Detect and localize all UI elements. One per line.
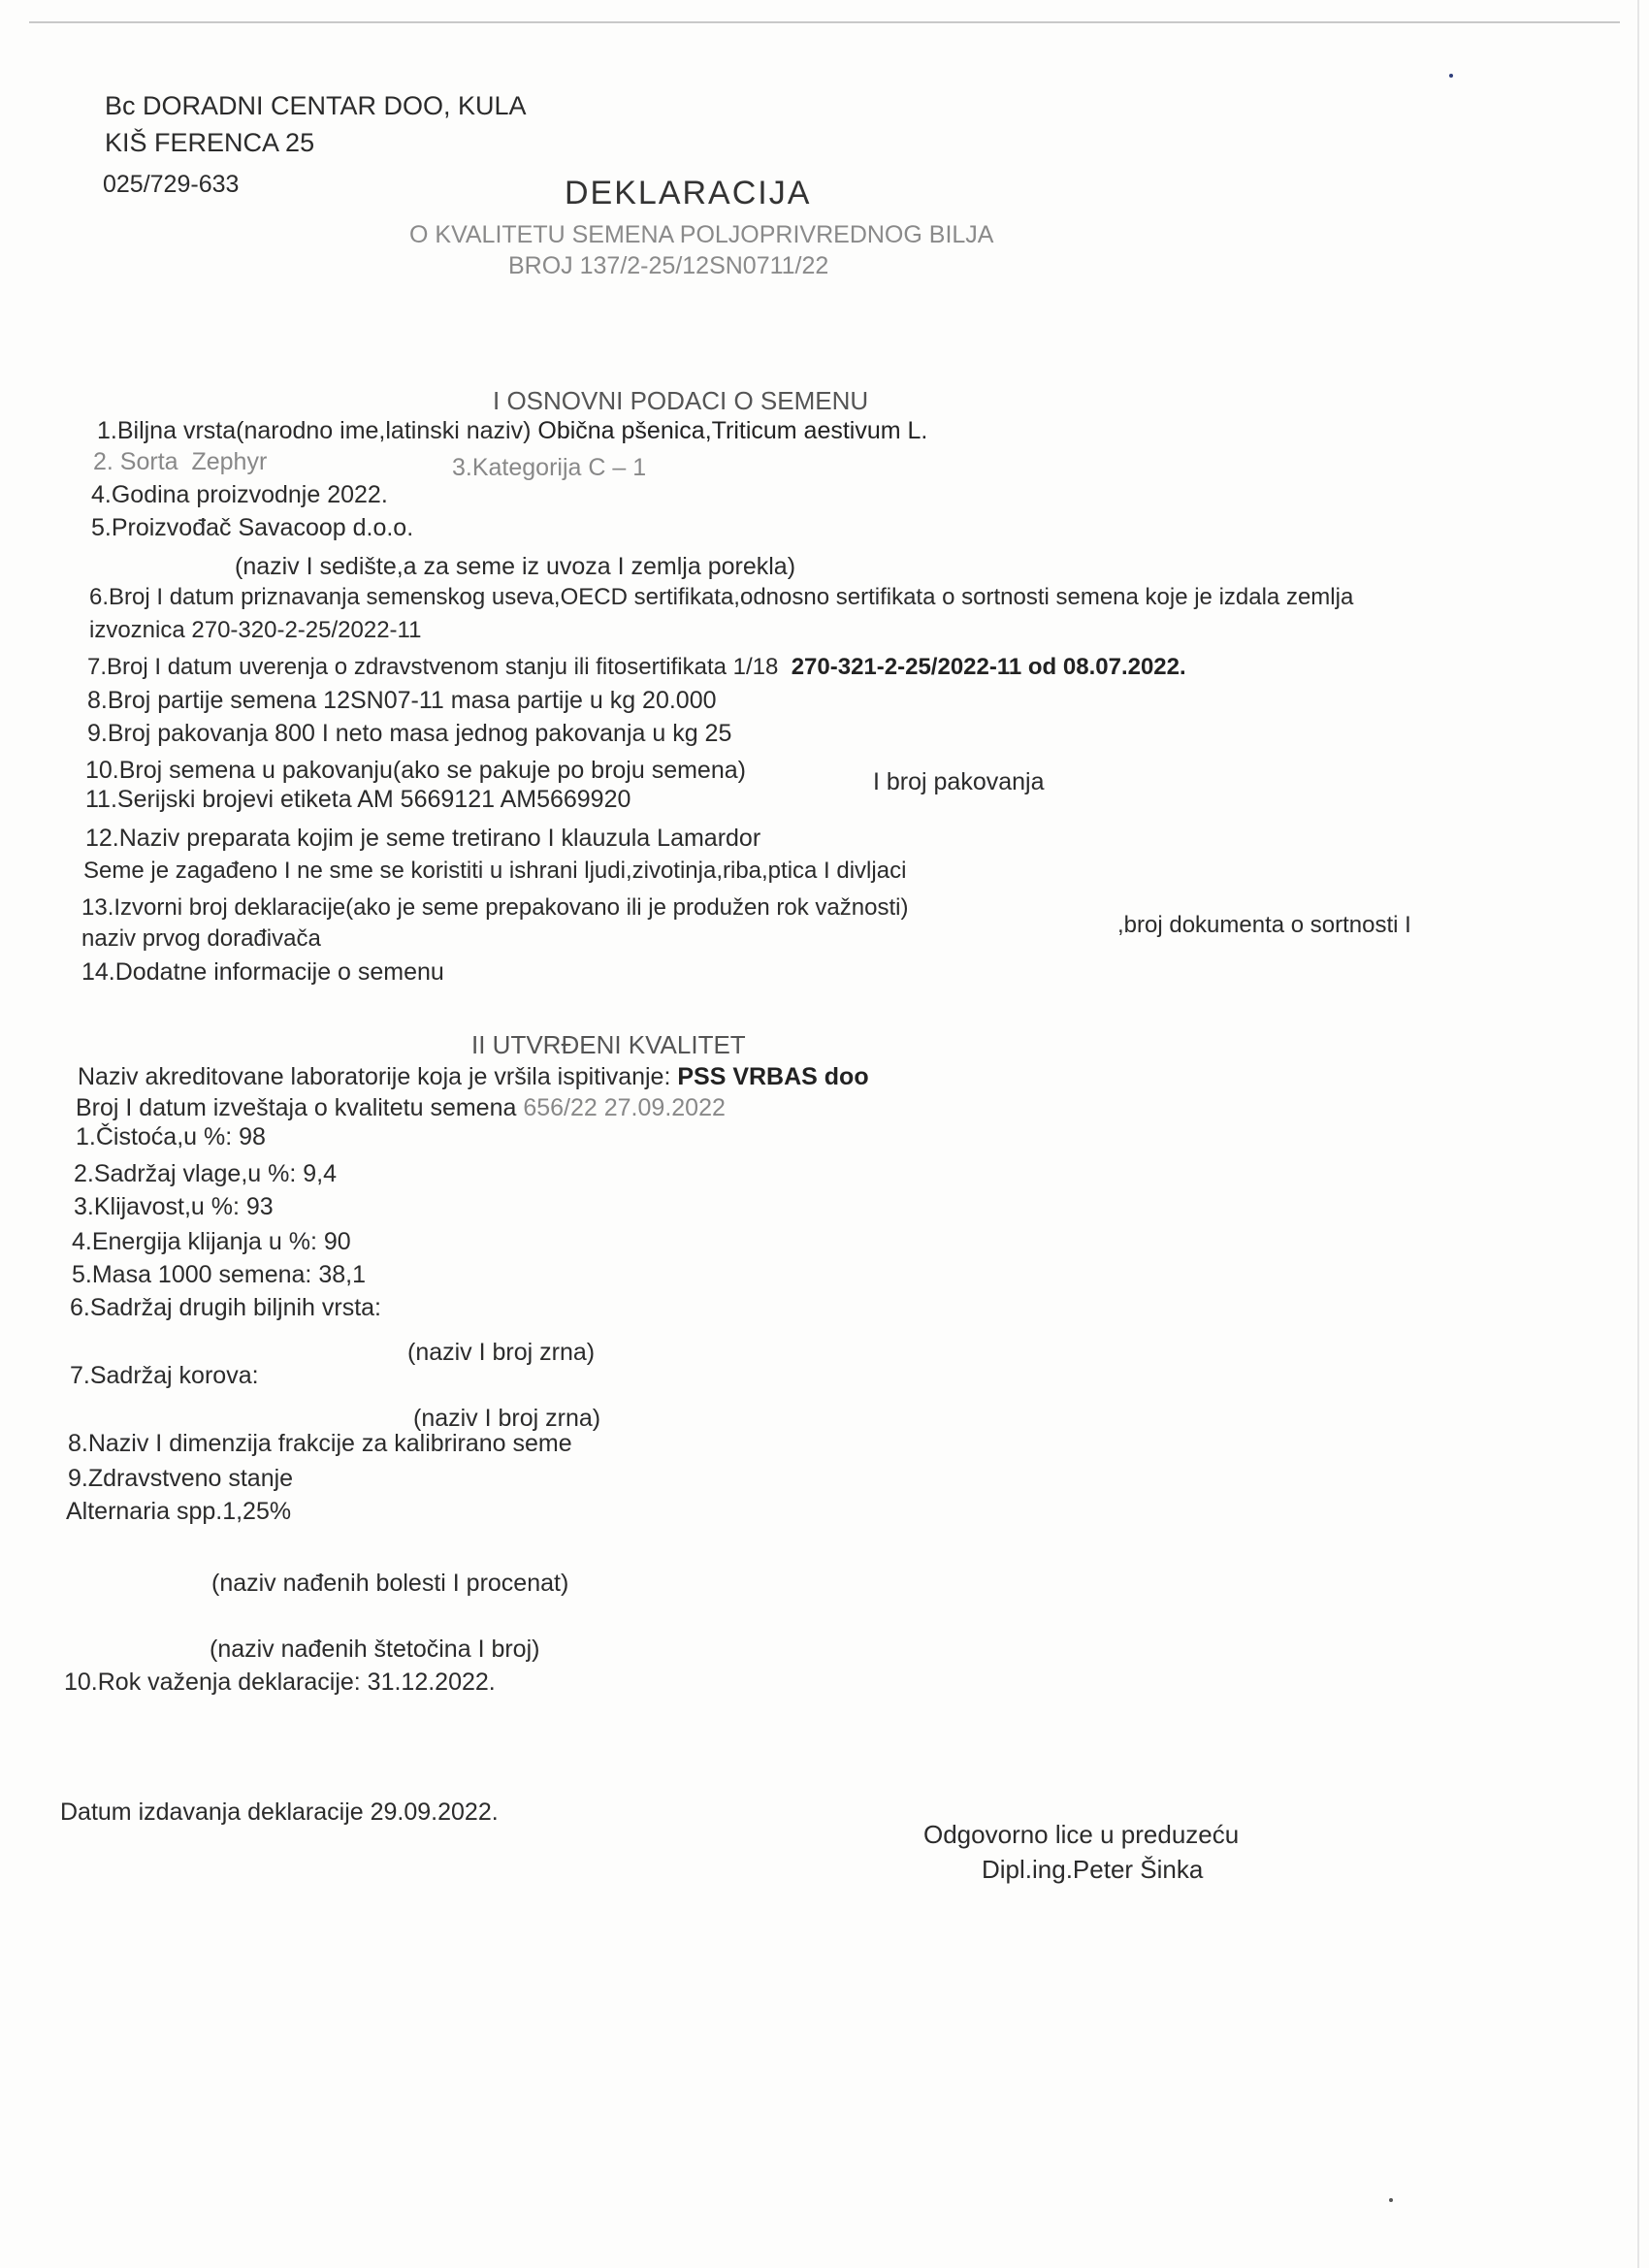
scan-speck bbox=[1389, 2198, 1393, 2202]
line-10: 10.Broj semena u pakovanju(ako se pakuje po broju semena) bbox=[85, 757, 746, 784]
lab-value: PSS VRBAS doo bbox=[677, 1063, 869, 1090]
quality-9-value: Alternaria spp.1,25% bbox=[66, 1498, 292, 1525]
quality-3: 3.Klijavost,u %: 93 bbox=[74, 1193, 274, 1220]
line-13-right: ,broj dokumenta o sortnosti I bbox=[1117, 912, 1411, 938]
quality-4: 4.Energija klijanja u %: 90 bbox=[72, 1228, 351, 1255]
line-14: 14.Dodatne informacije o semenu bbox=[81, 958, 444, 986]
line-1 bbox=[97, 419, 927, 443]
line-2-value: Zephyr bbox=[191, 448, 268, 475]
issue-date: Datum izdavanja deklaracije 29.09.2022. bbox=[60, 1798, 499, 1826]
section2-heading: II UTVRĐENI KVALITET bbox=[471, 1030, 746, 1059]
lab-label: Naziv akreditovane laboratorije koja je vršila ispitivanje: bbox=[78, 1063, 671, 1090]
lab-line bbox=[78, 1065, 869, 1089]
line-7-label: 7.Broj I datum uverenja o zdravstvenom stanju ili fitosertifikata 1/18 bbox=[87, 654, 779, 680]
line-7-value: 270-321-2-25/2022-11 od 08.07.2022. bbox=[791, 654, 1186, 680]
line-5-note: (naziv I sedište,a za seme iz uvoza I zemlja porekla) bbox=[235, 553, 796, 580]
line-1-value: Obična pšenica,Triticum aestivum L. bbox=[537, 417, 928, 444]
quality-9-note-2: (naziv nađenih štetočina I broj) bbox=[210, 1636, 540, 1663]
company-address: KIŠ FERENCA 25 bbox=[105, 128, 315, 157]
line-6a: 6.Broj I datum priznavanja semenskog useva,OECD sertifikata,odnosno sertifikata o sortnosti semena koje je izdala zemlja bbox=[89, 584, 1354, 610]
company-phone: 025/729-633 bbox=[103, 171, 240, 198]
line-12b: Seme je zagađeno I ne sme se koristiti u ishrani ljudi,zivotinja,riba,ptica I divljaci bbox=[83, 858, 907, 884]
quality-8: 8.Naziv I dimenzija frakcije za kalibrirano seme bbox=[68, 1430, 572, 1457]
signatory-name: Dipl.ing.Peter Šinka bbox=[982, 1855, 1204, 1884]
line-5: 5.Proizvođač Savacoop d.o.o. bbox=[91, 514, 414, 541]
quality-9-note-1: (naziv nađenih bolesti I procenat) bbox=[211, 1570, 569, 1597]
line-3: 3.Kategorija C – 1 bbox=[452, 454, 647, 481]
quality-9: 9.Zdravstveno stanje bbox=[68, 1465, 294, 1492]
document-title: DEKLARACIJA bbox=[565, 175, 812, 211]
line-2-label: 2. Sorta bbox=[93, 448, 178, 475]
line-6b: izvoznica 270-320-2-25/2022-11 bbox=[89, 617, 422, 643]
responsible-person-title: Odgovorno lice u preduzeću bbox=[923, 1820, 1240, 1849]
line-4: 4.Godina proizvodnje 2022. bbox=[91, 481, 388, 508]
report-line bbox=[76, 1096, 726, 1120]
quality-1: 1.Čistoća,u %: 98 bbox=[76, 1123, 266, 1150]
line-11: 11.Serijski brojevi etiketa AM 5669121 AM5669920 bbox=[85, 786, 631, 813]
line-1-label: 1.Biljna vrsta(narodno ime,latinski naziv) bbox=[97, 417, 532, 444]
scan-top-line bbox=[29, 21, 1620, 23]
quality-6: 6.Sadržaj drugih biljnih vrsta: bbox=[70, 1294, 381, 1321]
line-7 bbox=[87, 656, 1186, 679]
quality-5: 5.Masa 1000 semena: 38,1 bbox=[72, 1261, 366, 1288]
line-12: 12.Naziv preparata kojim je seme tretirano I klauzula Lamardor bbox=[85, 825, 761, 852]
report-value: 656/22 27.09.2022 bbox=[523, 1094, 726, 1121]
scan-speck bbox=[1449, 74, 1453, 78]
line-13: 13.Izvorni broj deklaracije(ako je seme prepakovano ili je produžen rok važnosti) bbox=[81, 894, 909, 921]
line-9: 9.Broj pakovanja 800 I neto masa jednog pakovanja u kg 25 bbox=[87, 720, 732, 747]
scan-right-edge bbox=[1637, 0, 1639, 2268]
quality-2: 2.Sadržaj vlage,u %: 9,4 bbox=[74, 1160, 337, 1187]
quality-6-note: (naziv I broj zrna) bbox=[407, 1339, 596, 1366]
quality-7: 7.Sadržaj korova: bbox=[70, 1362, 259, 1389]
section1-heading: I OSNOVNI PODACI O SEMENU bbox=[493, 386, 869, 415]
line-10-right: I broj pakovanja bbox=[873, 768, 1045, 795]
line-8: 8.Broj partije semena 12SN07-11 masa partije u kg 20.000 bbox=[87, 687, 717, 714]
declaration-number: BROJ 137/2-25/12SN0711/22 bbox=[508, 252, 829, 279]
line-2 bbox=[93, 450, 267, 474]
document-subtitle: O KVALITETU SEMENA POLJOPRIVREDNOG BILJA bbox=[409, 221, 994, 248]
report-label: Broj I datum izveštaja o kvalitetu semena bbox=[76, 1094, 517, 1121]
company-name: Bc DORADNI CENTAR DOO, KULA bbox=[105, 91, 527, 120]
line-13b: naziv prvog dorađivača bbox=[81, 925, 321, 952]
quality-10: 10.Rok važenja deklaracije: 31.12.2022. bbox=[64, 1669, 496, 1696]
quality-7-note: (naziv I broj zrna) bbox=[413, 1405, 601, 1432]
